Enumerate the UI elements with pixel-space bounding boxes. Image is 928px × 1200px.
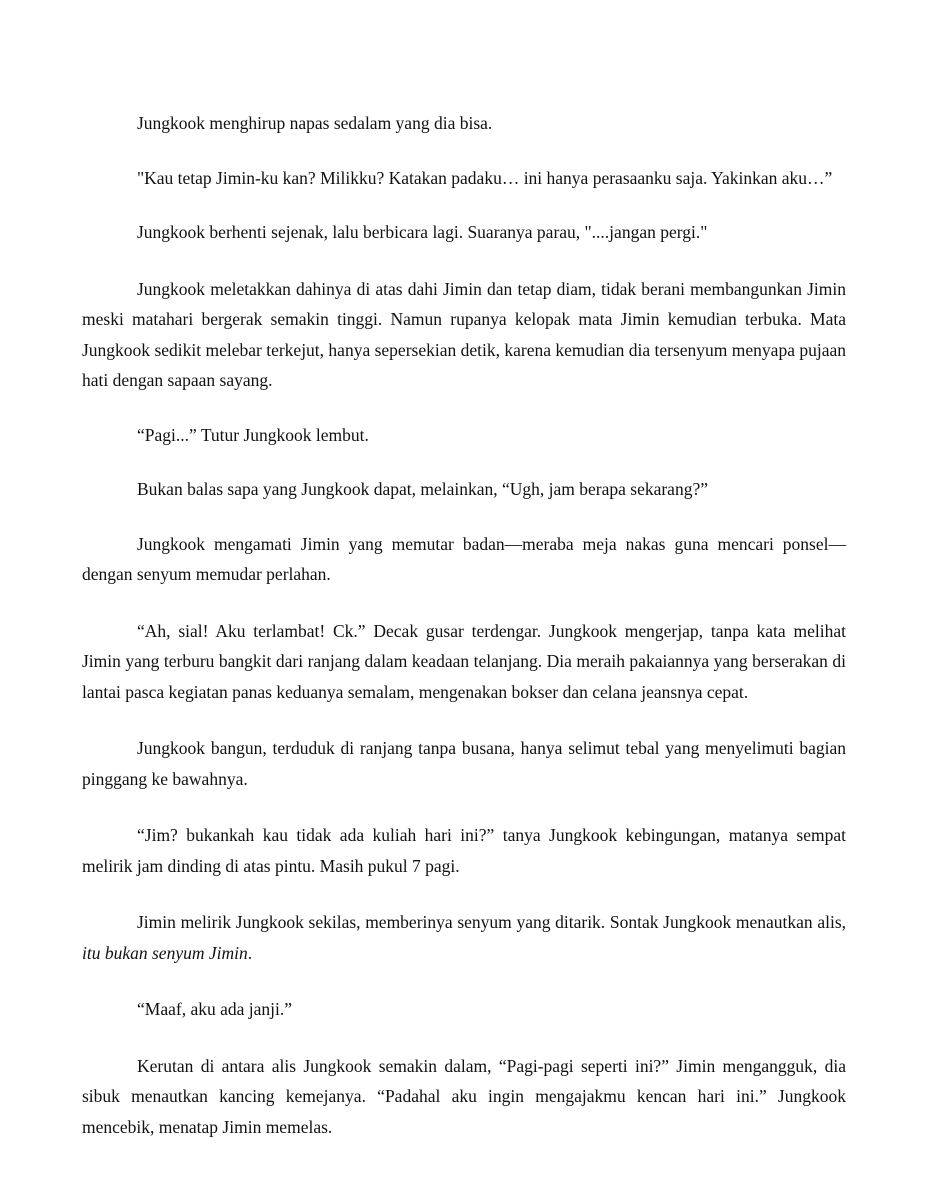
paragraph-11-text: Jimin melirik Jungkook sekilas, memberinya senyum yang ditarik. Sontak Jungkook menautkan alis, [137,912,846,932]
paragraph-6: Bukan balas sapa yang Jungkook dapat, melainkan, “Ugh, jam berapa sekarang?” [137,479,708,499]
paragraph-13: Kerutan di antara alis Jungkook semakin dalam, “Pagi-pagi seperti ini?” Jimin mengangguk, dia sibuk menautkan kancing kemejanya. “Padahal aku ingin mengajakmu kencan hari ini.” Jungkook mencebik, menatap Jimin memelas. [82,1055,846,1137]
paragraph-11-end: . [247,942,253,963]
paragraph-2: "Kau tetap Jimin-ku kan? Milikku? Katakan padaku… ini hanya perasaanku saja. Yakinkan aku…” [137,167,833,188]
paragraph-7: Jungkook mengamati Jimin yang memutar badan—meraba meja nakas guna mencari ponsel—dengan senyum memudar perlahan. [82,533,846,584]
paragraph-12: “Maaf, aku ada janji.” [137,999,292,1019]
paragraph-9: Jungkook bangun, terduduk di ranjang tanpa busana, hanya selimut tebal yang menyelimuti bagian pinggang ke bawahnya. [82,738,846,789]
paragraph-1: Jungkook menghirup napas sedalam yang dia bisa. [137,113,493,133]
paragraph-3: Jungkook berhenti sejenak, lalu berbicara lagi. Suaranya parau, "....jangan pergi." [137,222,708,242]
paragraph-11-italic: itu bukan senyum Jimin [82,942,248,963]
paragraph-11 [82,907,846,968]
paragraph-4: Jungkook meletakkan dahinya di atas dahi Jimin dan tetap diam, tidak berani membangunkan Jimin meski matahari bergerak semakin tinggi. Namun rupanya kelopak mata Jimin kemudian terbuka. Mata Jungkook sedikit melebar terkejut, hanya sepersekian detik, karena kemudian dia tersenyum menyapa pujaan hati dengan sapaan sayang. [82,278,846,390]
paragraph-10: “Jim? bukankah kau tidak ada kuliah hari ini?” tanya Jungkook kebingungan, matanya sempat melirik jam dinding di atas pintu. Masih pukul 7 pagi. [82,825,846,876]
paragraph-8: “Ah, sial! Aku terlambat! Ck.” Decak gusar terdengar. Jungkook mengerjap, tanpa kata melihat Jimin yang terburu bangkit dari ranjang dalam keadaan telanjang. Dia meraih pakaiannya yang berserakan di lantai pasca kegiatan panas keduanya semalam, mengenakan bokser dan celana jeansnya cepat. [82,620,846,702]
paragraph-5: “Pagi...” Tutur Jungkook lembut. [137,424,369,445]
